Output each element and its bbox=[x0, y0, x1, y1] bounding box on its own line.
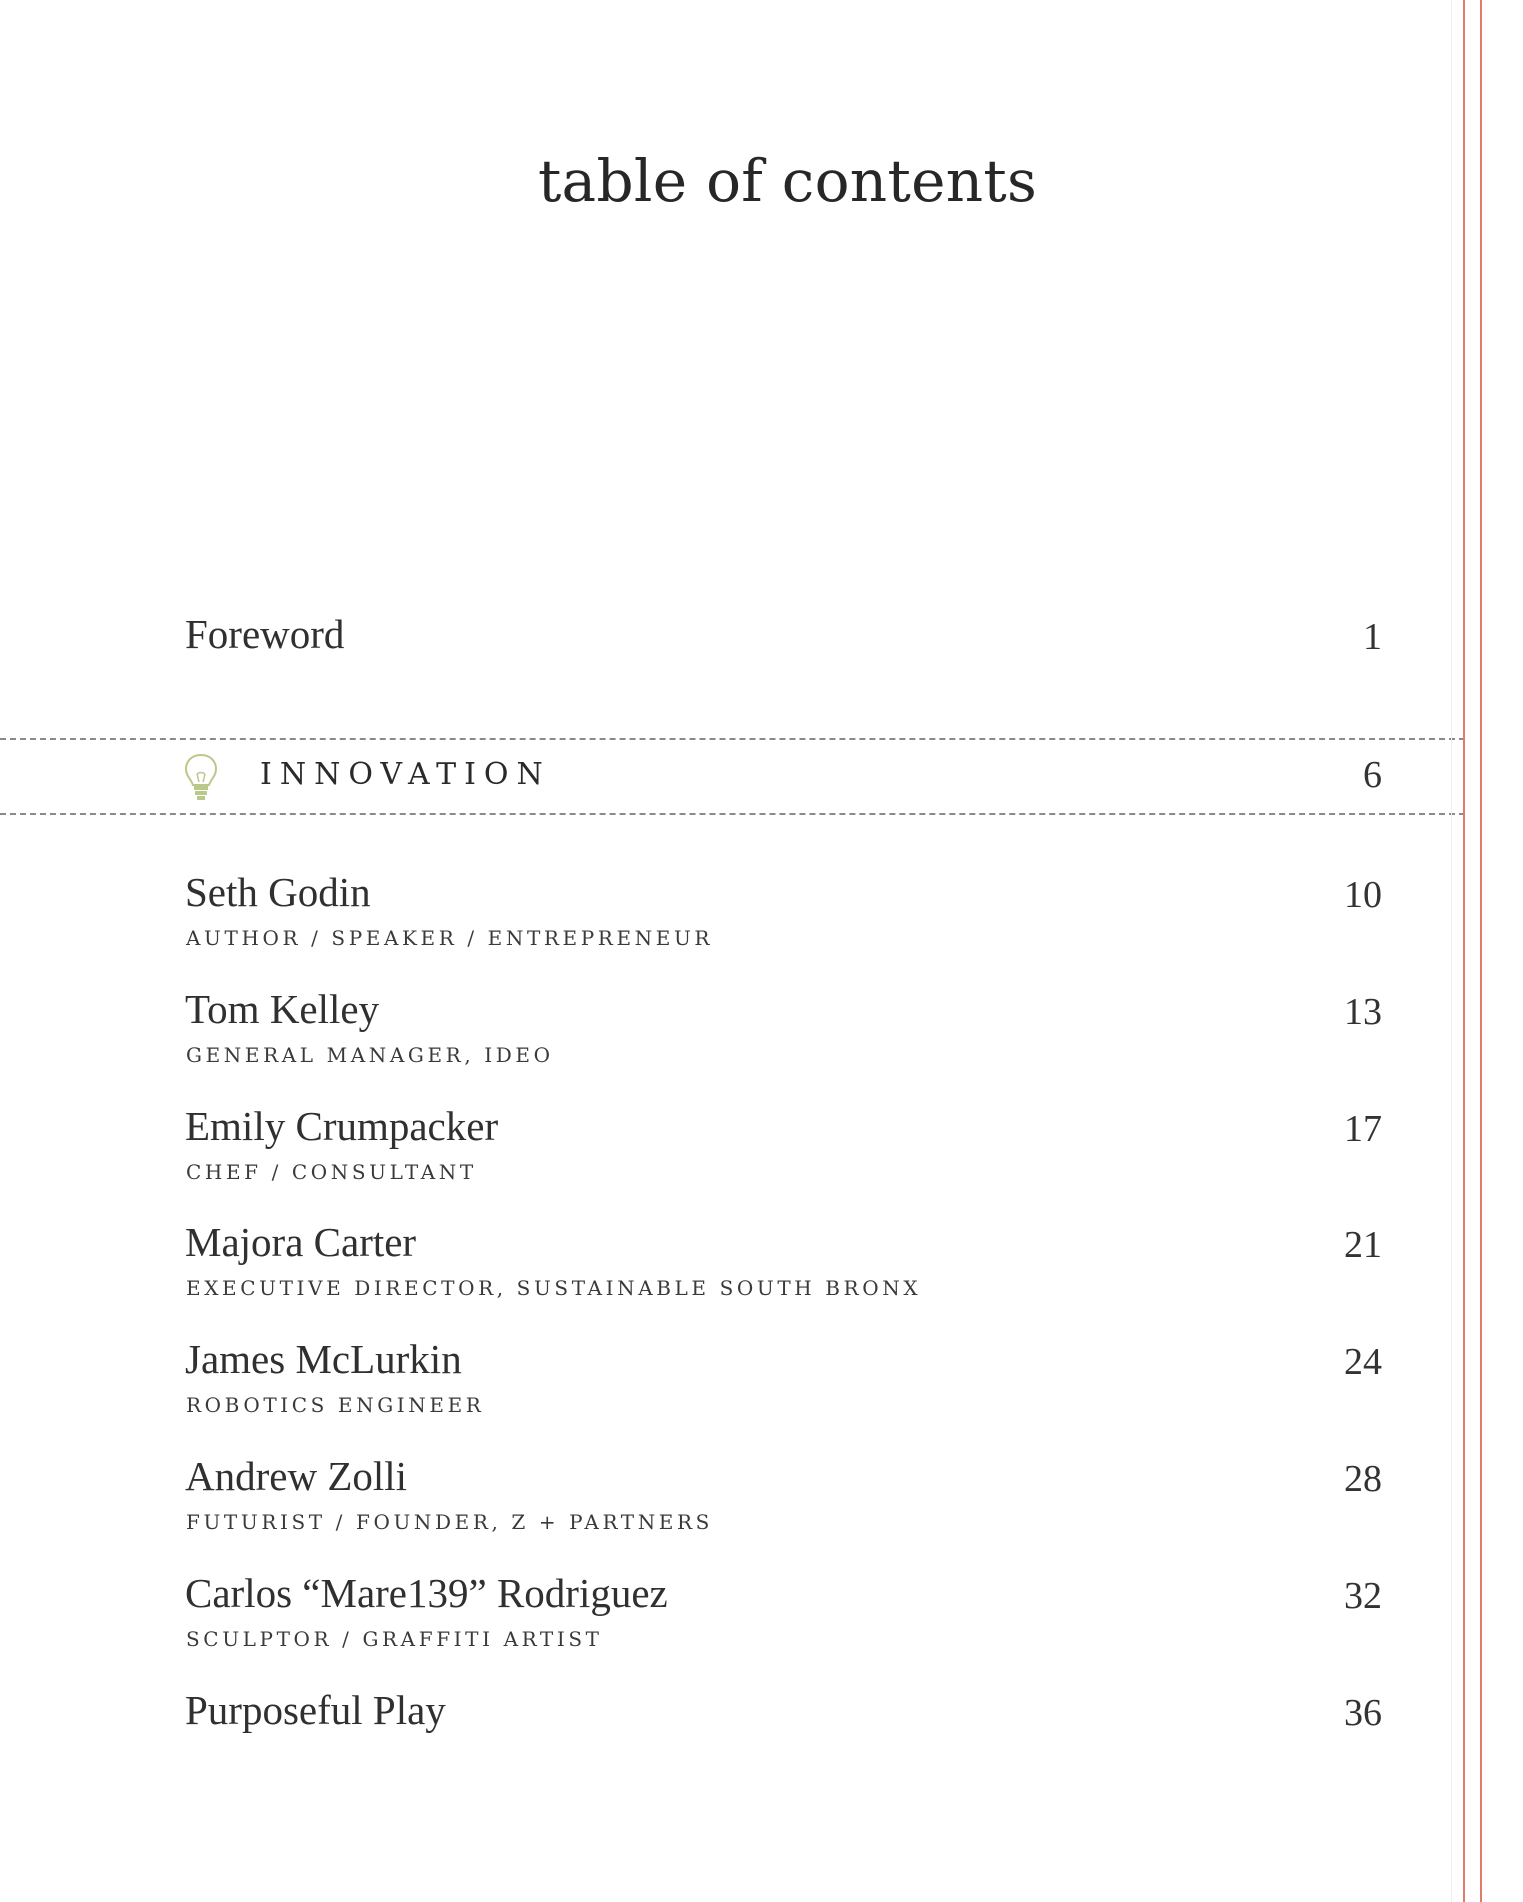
margin-rule bbox=[1463, 0, 1465, 1902]
entry-role: FUTURIST / FOUNDER, Z + PARTNERS bbox=[186, 1510, 713, 1534]
entry-title[interactable]: Purposeful Play bbox=[185, 1687, 446, 1733]
lightbulb-icon bbox=[183, 752, 219, 802]
page-title: table of contents bbox=[537, 146, 1038, 215]
page-edge-shadow bbox=[1451, 0, 1452, 1902]
entry-page-number: 36 bbox=[1344, 1692, 1382, 1734]
section-divider-top bbox=[0, 738, 1465, 740]
margin-rule bbox=[1480, 0, 1482, 1902]
entry-page-number: 17 bbox=[1344, 1108, 1382, 1150]
section-page-number: 6 bbox=[1363, 754, 1382, 796]
entry-role: CHEF / CONSULTANT bbox=[186, 1160, 477, 1184]
entry-page-number: 13 bbox=[1344, 991, 1382, 1033]
entry-page-number: 10 bbox=[1344, 874, 1382, 916]
entry-title[interactable]: Carlos “Mare139” Rodriguez bbox=[185, 1570, 668, 1616]
entry-title[interactable]: Seth Godin bbox=[185, 869, 371, 915]
section-label-innovation[interactable]: INNOVATION bbox=[260, 757, 551, 792]
foreword-title[interactable]: Foreword bbox=[185, 611, 345, 657]
entry-role: GENERAL MANAGER, IDEO bbox=[186, 1043, 554, 1067]
entry-page-number: 21 bbox=[1344, 1224, 1382, 1266]
entry-title[interactable]: Emily Crumpacker bbox=[185, 1103, 499, 1149]
entry-role: ROBOTICS ENGINEER bbox=[186, 1393, 485, 1417]
section-divider-bottom bbox=[0, 813, 1465, 815]
entry-role: EXECUTIVE DIRECTOR, SUSTAINABLE SOUTH BRONX bbox=[186, 1276, 922, 1300]
entry-title[interactable]: James McLurkin bbox=[185, 1336, 462, 1382]
foreword-page-number: 1 bbox=[1363, 616, 1382, 658]
entry-title[interactable]: Andrew Zolli bbox=[185, 1453, 408, 1499]
entry-title[interactable]: Tom Kelley bbox=[185, 986, 380, 1032]
entry-title[interactable]: Majora Carter bbox=[185, 1219, 417, 1265]
entry-page-number: 28 bbox=[1344, 1458, 1382, 1500]
entry-role: SCULPTOR / GRAFFITI ARTIST bbox=[186, 1627, 603, 1651]
entry-page-number: 24 bbox=[1344, 1341, 1382, 1383]
entry-page-number: 32 bbox=[1344, 1575, 1382, 1617]
entry-role: AUTHOR / SPEAKER / ENTREPRENEUR bbox=[186, 926, 714, 950]
